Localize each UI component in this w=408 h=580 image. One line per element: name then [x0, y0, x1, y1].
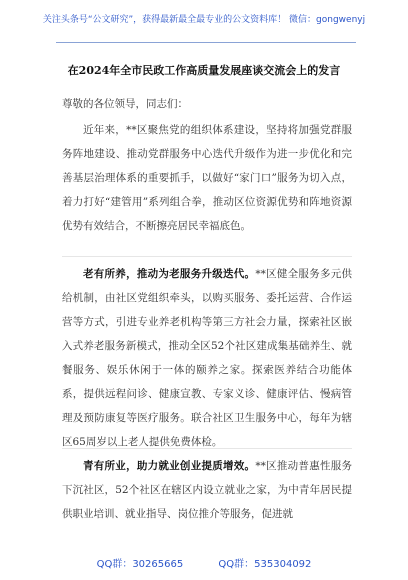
paragraph-lead: 老有所养，推动为老服务升级迭代。: [83, 268, 256, 280]
paragraph-elderly-care: [62, 262, 352, 454]
paragraph-employment: [62, 454, 352, 526]
paragraph-divider: [62, 256, 352, 257]
paragraph-text: **区推动普惠性服务下沉社区，52个社区在辖区内设立就业之家，为中青年居民提供职业培训、就业指导、岗位推介等服务，促进就: [62, 460, 353, 520]
footer-qq-group-2: QQ群：535304092: [218, 559, 312, 570]
paragraph-text: 近年来，**区聚焦党的组织体系建设，坚持将加强党群服务阵地建设、推动党群服务中心迭代升级作为进一步优化和完善基层治理体系的重要抓手，以做好“家门口”服务为切入点，着力打好“建管用”系列组合拳，推动区位资源优势和阵地资源优势有效结合，不断擦亮居民幸福底色。: [62, 124, 352, 232]
paragraph-lead: 青有所业，助力就业创业提质增效。: [83, 460, 256, 472]
salutation: 尊敬的各位领导，同志们：: [62, 98, 188, 110]
footer-contacts: [0, 555, 408, 570]
paragraph-intro: [62, 118, 352, 238]
footer-qq-group-1: QQ群：30265665: [96, 559, 184, 570]
paragraph-divider: [62, 448, 352, 449]
paragraph-text: **区健全服务多元供给机制，由社区党组织牵头，以购买服务、委托运营、合作运营等方式，引进专业养老机构等第三方社会力量，探索社区嵌入式养老服务新模式，推动全区52个社区建成集基础养生、就餐服务、娱乐休闲于一体的颐养之家。探索医养结合功能体系，提供远程问诊、健康宣教、专家义诊、健康评估、慢病管理及预防康复等医疗服务。联合社区卫生服务中心，每年为辖区65周岁以上老人提供免费体检。: [62, 268, 353, 448]
document-title: 在2024年全市民政工作高质量发展座谈交流会上的发言: [67, 64, 341, 77]
header-divider: [56, 42, 356, 43]
header-notice: 关注头条号“公文研究”，获得最新最全最专业的公文资料库！ 微信：gongwenyj: [42, 15, 366, 25]
